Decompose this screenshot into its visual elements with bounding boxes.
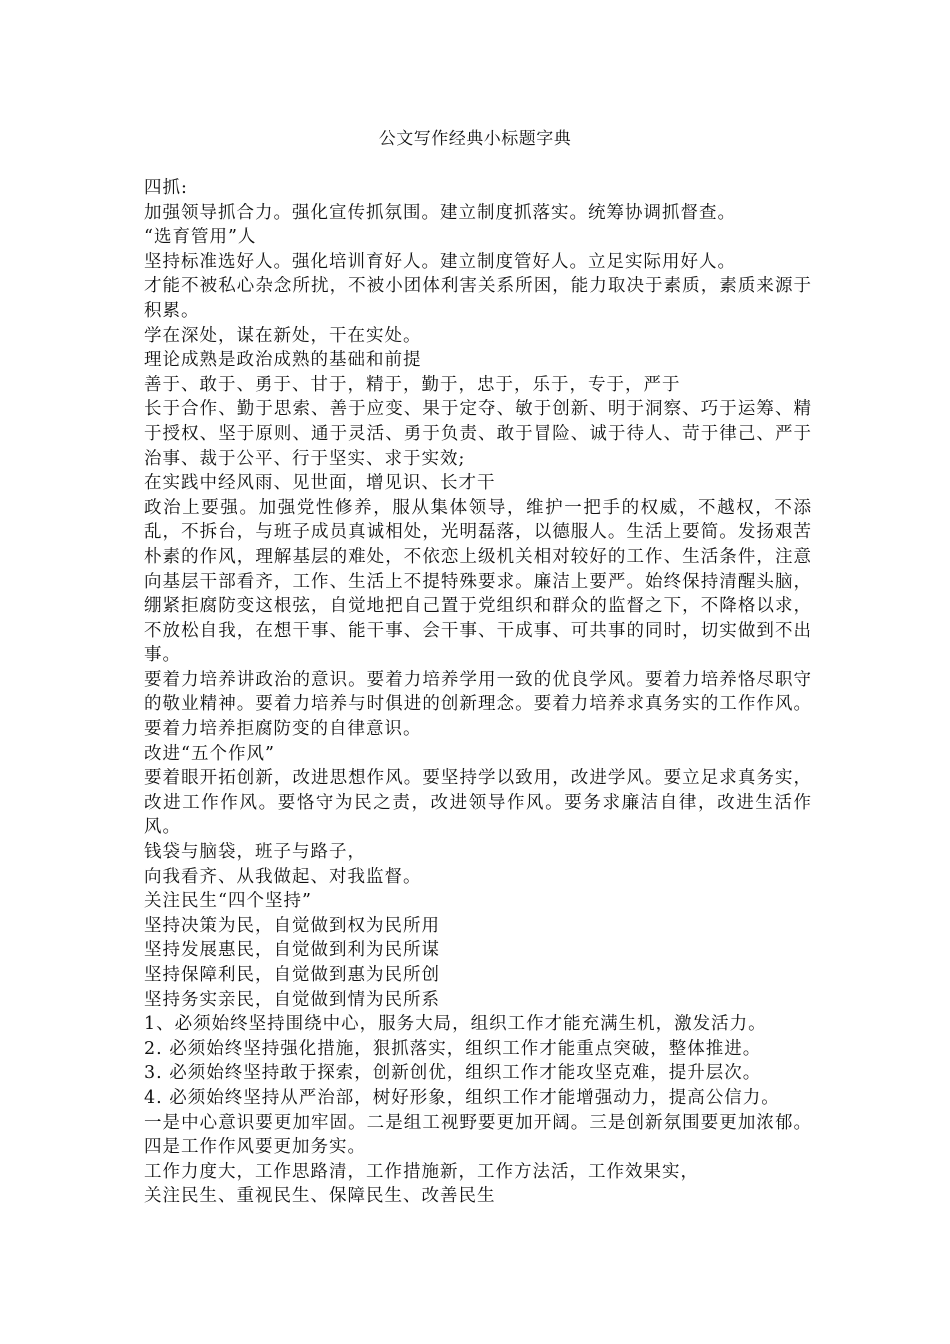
paragraph: 坚持发展惠民，自觉做到利为民所谋 [144,940,440,961]
paragraph: 要着眼开拓创新，改进思想作风。要坚持学以致用，改进学风。要立足求真务实，改进工作作风。要恪守为民之责，改进领导作风。要务求廉洁自律，改进生活作风。 [144,768,812,838]
paragraph: “选育管用”人 [144,227,257,248]
paragraph: 善于、敢于、勇于、甘于，精于，勤于，忠于，乐于，专于，严于 [144,374,681,395]
paragraph: 向我看齐、从我做起、对我监督。 [144,866,422,887]
paragraph: 坚持标准选好人。强化培训育好人。建立制度管好人。立足实际用好人。 [144,251,736,272]
document-title: 公文写作经典小标题字典 [378,129,572,149]
paragraph: 1、必须始终坚持围绕中心，服务大局，组织工作才能充满生机，激发活力。 [144,1014,767,1035]
paragraph: 要着力培养讲政治的意识。要着力培养学用一致的优良学风。要着力培养恪尽职守的敬业精神。要着力培养与时俱进的创新理念。要着力培养求真务实的工作作风。要着力培养拒腐防变的自律意识。 [144,669,812,740]
paragraph: 关注民生、重视民生、保障民生、改善民生 [144,1186,496,1207]
paragraph: 长于合作、勤于思索、善于应变、果于定夺、敏于创新、明于洞察、巧于运筹、精于授权、坚于原则、通于灵活、勇于负责、敢于冒险、诚于待人、苛于律己、严于治事、裁于公平、行于坚实、求于实效; [144,399,812,469]
document-body [144,176,812,1209]
paragraph: 改进“五个作风” [144,743,275,764]
paragraph: 理论成熟是政治成熟的基础和前提 [144,350,422,371]
paragraph: 政治上要强。加强党性修养，服从集体领导，维护一把手的权威，不越权，不添乱，不拆台，与班子成员真诚相处，光明磊落，以德服人。生活上要简。发扬艰苦朴素的作风，理解基层的难处，不依恋上级机关相对较好的工作、生活条件，注意向基层干部看齐，工作、生活上不提特殊要求。廉洁上要严。始终保持清醒头脑，绷紧拒腐防变这根弦，自觉地把自己置于党组织和群众的监督之下，不降格以求，不放松自我，在想干事、能干事、会干事、干成事、可共事的同时，切实做到不出事。 [144,497,812,666]
paragraph: 在实践中经风雨、见世面，增见识、长才干 [144,473,496,494]
paragraph: 学在深处，谋在新处，干在实处。 [144,325,422,346]
paragraph: 才能不被私心杂念所扰，不被小团体利害关系所困，能力取决于素质，素质来源于积累。 [144,276,812,321]
paragraph: 坚持决策为民，自觉做到权为民所用 [144,915,440,936]
paragraph: 坚持保障利民，自觉做到惠为民所创 [144,965,440,985]
paragraph: 四抓: [144,178,188,198]
paragraph: 关注民生“四个坚持” [144,891,312,912]
paragraph: 3. 必须始终坚持敢于探索，创新创优，组织工作才能攻坚克难，提升层次。 [144,1063,762,1084]
paragraph: 加强领导抓合力。强化宣传抓氛围。建立制度抓落实。统筹协调抓督查。 [144,202,736,223]
paragraph: 一是中心意识要更加牢固。二是组工视野要更加开阔。三是创新氛围要更加浓郁。四是工作作风要更加务实。 [144,1112,812,1158]
paragraph: 钱袋与脑袋，班子与路子， [144,842,366,863]
paragraph: 2. 必须始终坚持强化措施，狠抓落实，组织工作才能重点突破，整体推进。 [144,1038,762,1059]
paragraph: 工作力度大，工作思路清，工作措施新，工作方法活，工作效果实， [144,1161,699,1182]
paragraph: 4. 必须始终坚持从严治部，树好形象，组织工作才能增强动力，提高公信力。 [144,1087,780,1108]
paragraph: 坚持务实亲民，自觉做到情为民所系 [144,989,440,1010]
